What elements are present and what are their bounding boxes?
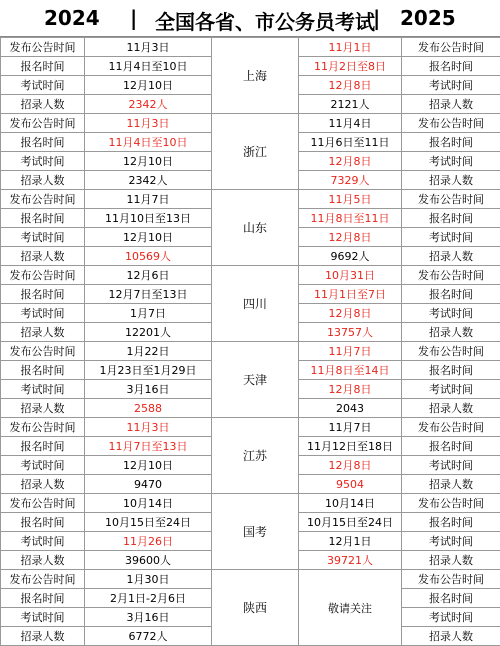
- row-label-2024: 考试时间: [1, 152, 85, 171]
- value-2025: 12月8日: [299, 228, 402, 247]
- row-label-2024: 招录人数: [1, 399, 85, 418]
- row-label-2025: 报名时间: [402, 361, 500, 380]
- row-label-2024: 招录人数: [1, 627, 85, 646]
- value-2024: 12201人: [85, 323, 212, 342]
- value-2024: 2588: [85, 399, 212, 418]
- value-2025: 11月4日: [299, 114, 402, 133]
- value-2024: 3月16日: [85, 608, 212, 627]
- value-2024: 1月23日至1月29日: [85, 361, 212, 380]
- year-2024-label: 2024: [44, 6, 100, 30]
- table-row: [1, 418, 500, 437]
- row-label-2024: 考试时间: [1, 228, 85, 247]
- value-2025: 10月15日至24日: [299, 513, 402, 532]
- row-label-2025: 发布公告时间: [402, 570, 500, 589]
- row-label-2025: 发布公告时间: [402, 38, 500, 57]
- row-label-2024: 报名时间: [1, 361, 85, 380]
- value-2024: 11月4日至10日: [85, 133, 212, 152]
- value-2024: 12月10日: [85, 76, 212, 95]
- value-2025: 11月1日至7日: [299, 285, 402, 304]
- value-2024: 1月30日: [85, 570, 212, 589]
- row-label-2025: 报名时间: [402, 209, 500, 228]
- row-label-2025: 报名时间: [402, 57, 500, 76]
- value-2024: 2月1日-2月6日: [85, 589, 212, 608]
- row-label-2025: 考试时间: [402, 76, 500, 95]
- value-2024: 12月6日: [85, 266, 212, 285]
- value-2024: 10月14日: [85, 494, 212, 513]
- row-label-2024: 报名时间: [1, 437, 85, 456]
- row-label-2024: 报名时间: [1, 133, 85, 152]
- row-label-2024: 发布公告时间: [1, 38, 85, 57]
- row-label-2025: 考试时间: [402, 532, 500, 551]
- row-label-2025: 报名时间: [402, 133, 500, 152]
- row-label-2024: 报名时间: [1, 589, 85, 608]
- header-separator-left: |: [130, 6, 137, 30]
- row-label-2024: 招录人数: [1, 247, 85, 266]
- value-2024: 11月26日: [85, 532, 212, 551]
- province-name: 陕西: [212, 570, 299, 646]
- value-2024: 12月7日至13日: [85, 285, 212, 304]
- page-title: 全国各省、市公务员考试: [155, 6, 375, 35]
- value-2024: 11月7日至13日: [85, 437, 212, 456]
- value-2024: 11月3日: [85, 38, 212, 57]
- row-label-2025: 招录人数: [402, 247, 500, 266]
- province-name: 天津: [212, 342, 299, 418]
- year-2025-label: 2025: [400, 6, 456, 30]
- value-2024: 2342人: [85, 171, 212, 190]
- value-2024: 12月10日: [85, 456, 212, 475]
- row-label-2024: 考试时间: [1, 456, 85, 475]
- header-separator-right: |: [373, 6, 380, 30]
- value-2025: 10月31日: [299, 266, 402, 285]
- row-label-2024: 报名时间: [1, 209, 85, 228]
- row-label-2025: 招录人数: [402, 399, 500, 418]
- value-2025: 12月8日: [299, 304, 402, 323]
- row-label-2024: 发布公告时间: [1, 266, 85, 285]
- row-label-2025: 发布公告时间: [402, 190, 500, 209]
- value-2025: 12月8日: [299, 76, 402, 95]
- comparison-table: [0, 37, 500, 646]
- table-row: [1, 342, 500, 361]
- value-2024: 1月22日: [85, 342, 212, 361]
- row-label-2024: 招录人数: [1, 95, 85, 114]
- row-label-2024: 考试时间: [1, 76, 85, 95]
- row-label-2025: 招录人数: [402, 627, 500, 646]
- province-name: 江苏: [212, 418, 299, 494]
- value-2024: 1月7日: [85, 304, 212, 323]
- row-label-2024: 报名时间: [1, 285, 85, 304]
- value-2024: 11月3日: [85, 418, 212, 437]
- province-name: 浙江: [212, 114, 299, 190]
- value-2025: 11月6日至11日: [299, 133, 402, 152]
- value-2024: 39600人: [85, 551, 212, 570]
- table-row: [1, 266, 500, 285]
- value-2025: 11月8日至11日: [299, 209, 402, 228]
- province-name: 四川: [212, 266, 299, 342]
- row-label-2024: 报名时间: [1, 57, 85, 76]
- row-label-2025: 考试时间: [402, 228, 500, 247]
- value-2025: 11月12日至18日: [299, 437, 402, 456]
- value-2025: 11月1日: [299, 38, 402, 57]
- value-2025: 2121人: [299, 95, 402, 114]
- value-2025: 13757人: [299, 323, 402, 342]
- value-2024: 10月15日至24日: [85, 513, 212, 532]
- row-label-2025: 考试时间: [402, 380, 500, 399]
- table-row: [1, 570, 500, 589]
- value-2025: 11月7日: [299, 342, 402, 361]
- row-label-2025: 考试时间: [402, 152, 500, 171]
- value-2024: 11月10日至13日: [85, 209, 212, 228]
- row-label-2025: 发布公告时间: [402, 266, 500, 285]
- province-name: 国考: [212, 494, 299, 570]
- row-label-2024: 招录人数: [1, 551, 85, 570]
- value-2024: 2342人: [85, 95, 212, 114]
- value-2025: 2043: [299, 399, 402, 418]
- row-label-2025: 考试时间: [402, 304, 500, 323]
- value-2025: 9504: [299, 475, 402, 494]
- value-2024: 11月3日: [85, 114, 212, 133]
- table-row: [1, 114, 500, 133]
- value-2024: 6772人: [85, 627, 212, 646]
- row-label-2025: 发布公告时间: [402, 418, 500, 437]
- row-label-2025: 报名时间: [402, 285, 500, 304]
- table-row: [1, 494, 500, 513]
- value-2025: 39721人: [299, 551, 402, 570]
- value-2025: 7329人: [299, 171, 402, 190]
- value-2024: 3月16日: [85, 380, 212, 399]
- row-label-2025: 报名时间: [402, 513, 500, 532]
- table-header: [0, 0, 500, 37]
- value-2024: 10569人: [85, 247, 212, 266]
- row-label-2024: 报名时间: [1, 513, 85, 532]
- row-label-2025: 考试时间: [402, 608, 500, 627]
- value-2025: 12月1日: [299, 532, 402, 551]
- province-name: 山东: [212, 190, 299, 266]
- row-label-2025: 考试时间: [402, 456, 500, 475]
- row-label-2024: 考试时间: [1, 532, 85, 551]
- row-label-2025: 招录人数: [402, 95, 500, 114]
- value-2025: 12月8日: [299, 456, 402, 475]
- value-2025-pending: 敬请关注: [299, 570, 402, 646]
- row-label-2024: 考试时间: [1, 304, 85, 323]
- row-label-2024: 发布公告时间: [1, 570, 85, 589]
- value-2025: 12月8日: [299, 152, 402, 171]
- row-label-2024: 发布公告时间: [1, 418, 85, 437]
- table-row: [1, 38, 500, 57]
- row-label-2025: 招录人数: [402, 475, 500, 494]
- row-label-2024: 招录人数: [1, 475, 85, 494]
- row-label-2024: 发布公告时间: [1, 190, 85, 209]
- row-label-2025: 发布公告时间: [402, 114, 500, 133]
- value-2025: 11月7日: [299, 418, 402, 437]
- value-2025: 12月8日: [299, 380, 402, 399]
- row-label-2024: 考试时间: [1, 608, 85, 627]
- value-2024: 9470: [85, 475, 212, 494]
- value-2025: 10月14日: [299, 494, 402, 513]
- value-2025: 9692人: [299, 247, 402, 266]
- row-label-2025: 发布公告时间: [402, 494, 500, 513]
- row-label-2024: 招录人数: [1, 323, 85, 342]
- value-2024: 12月10日: [85, 152, 212, 171]
- table-row: [1, 190, 500, 209]
- row-label-2025: 招录人数: [402, 171, 500, 190]
- row-label-2025: 招录人数: [402, 323, 500, 342]
- value-2024: 11月4日至10日: [85, 57, 212, 76]
- row-label-2025: 报名时间: [402, 589, 500, 608]
- province-name: 上海: [212, 38, 299, 114]
- row-label-2025: 发布公告时间: [402, 342, 500, 361]
- value-2024: 12月10日: [85, 228, 212, 247]
- value-2024: 11月7日: [85, 190, 212, 209]
- row-label-2025: 报名时间: [402, 437, 500, 456]
- row-label-2024: 招录人数: [1, 171, 85, 190]
- row-label-2024: 发布公告时间: [1, 494, 85, 513]
- value-2025: 11月5日: [299, 190, 402, 209]
- row-label-2025: 招录人数: [402, 551, 500, 570]
- row-label-2024: 考试时间: [1, 380, 85, 399]
- row-label-2024: 发布公告时间: [1, 114, 85, 133]
- value-2025: 11月8日至14日: [299, 361, 402, 380]
- row-label-2024: 发布公告时间: [1, 342, 85, 361]
- value-2025: 11月2日至8日: [299, 57, 402, 76]
